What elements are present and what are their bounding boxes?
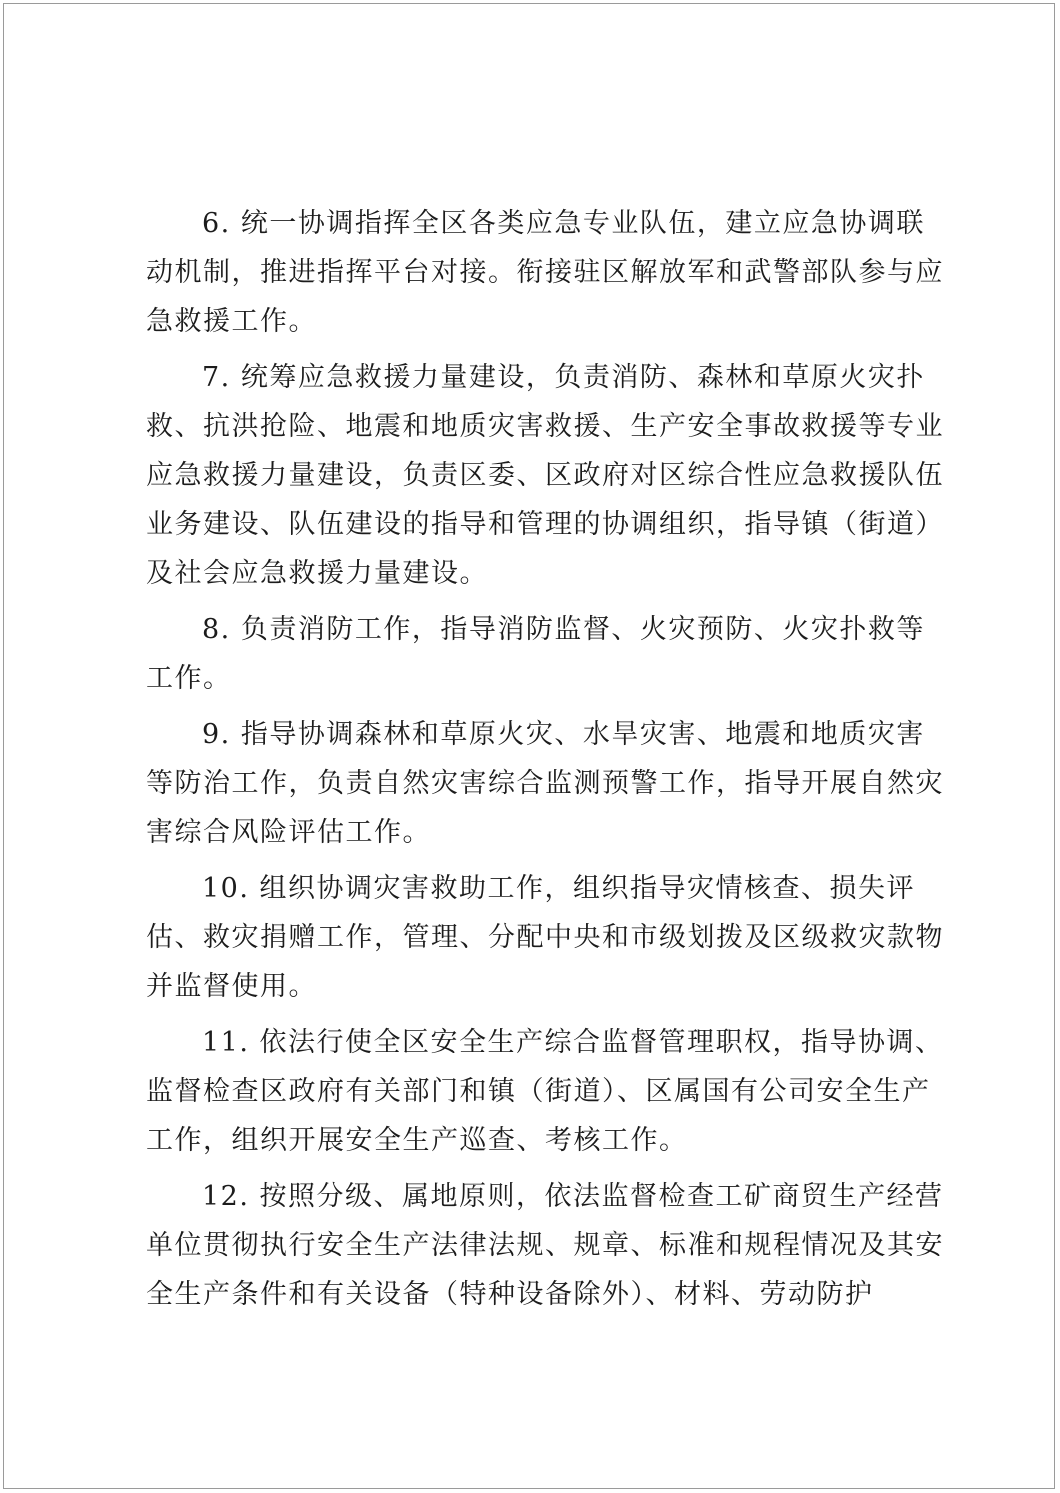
paragraph-item-9: 9. 指导协调森林和草原火灾、水旱灾害、地震和地质灾害等防治工作，负责自然灾害综合监测预警工作，指导开展自然灾害综合风险评估工作。 <box>146 719 944 848</box>
paragraph-item-11: 11. 依法行使全区安全生产综合监督管理职权，指导协调、监督检查区政府有关部门和镇（街道）、区属国有公司安全生产工作，组织开展安全生产巡查、考核工作。 <box>146 1027 944 1156</box>
paragraph-item-12: 12. 按照分级、属地原则，依法监督检查工矿商贸生产经营单位贯彻执行安全生产法律法规、规章、标准和规程情况及其安全生产条件和有关设备（特种设备除外）、材料、劳动防护 <box>146 1181 944 1310</box>
document-body <box>146 199 946 1326</box>
paragraph-item-7: 7. 统筹应急救援力量建设，负责消防、森林和草原火灾扑救、抗洪抢险、地震和地质灾害救援、生产安全事故救援等专业应急救援力量建设，负责区委、区政府对区综合性应急救援队伍业务建设、队伍建设的指导和管理的协调组织，指导镇（街道）及社会应急救援力量建设。 <box>146 362 944 589</box>
paragraph-item-6: 6. 统一协调指挥全区各类应急专业队伍，建立应急协调联动机制，推进指挥平台对接。衔接驻区解放军和武警部队参与应急救援工作。 <box>146 208 944 337</box>
paragraph-item-10: 10. 组织协调灾害救助工作，组织指导灾情核查、损失评估、救灾捐赠工作，管理、分配中央和市级划拨及区级救灾款物并监督使用。 <box>146 873 944 1002</box>
document-page <box>3 3 1055 1489</box>
paragraph-item-8: 8. 负责消防工作，指导消防监督、火灾预防、火灾扑救等工作。 <box>146 614 925 694</box>
